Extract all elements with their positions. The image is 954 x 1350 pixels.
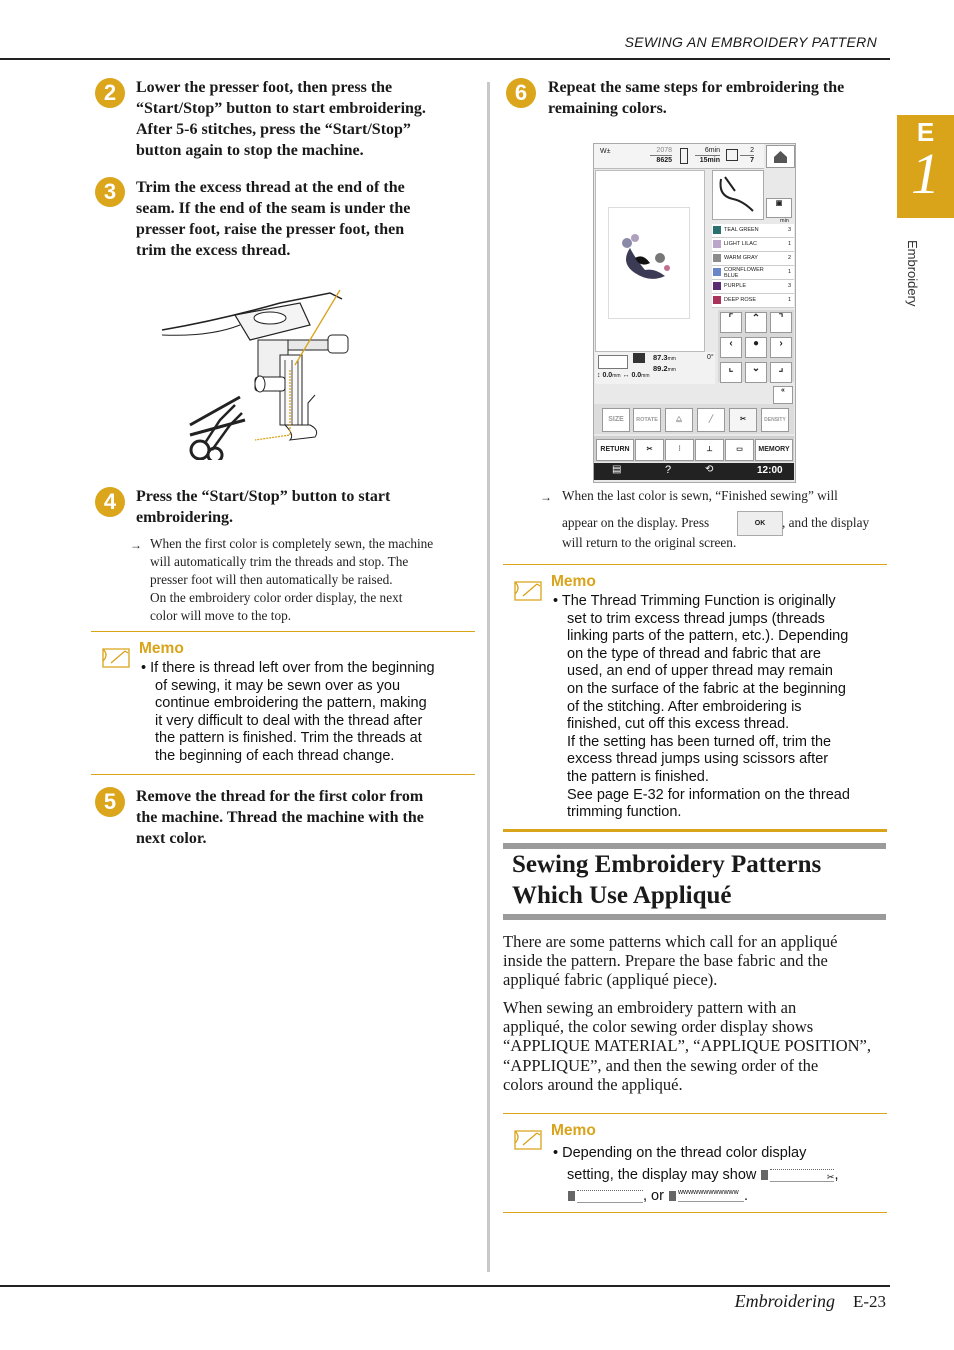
density-button[interactable]: DENSITY — [761, 408, 789, 432]
move-up-left-button[interactable]: ⌜ — [720, 312, 742, 333]
column-divider — [487, 82, 490, 1272]
step-3-text: Trim the excess thread at the end of the seam. If the end of the seam is under the presser foot, raise the presser foot, then trim the excess thread. — [136, 179, 411, 259]
presser-foot-illustration — [160, 285, 365, 460]
step-3-badge: 3 — [95, 177, 125, 207]
center-button[interactable]: ● — [745, 337, 767, 358]
page-footer — [735, 1291, 886, 1312]
footer-section-label: Embroidering — [734, 1291, 835, 1311]
color-list-item[interactable]: WARM GRAY 2 — [712, 252, 794, 266]
thread-display-sample-1 — [760, 1169, 834, 1181]
section-bar-bottom — [503, 914, 886, 920]
memo-title-1: Memo — [139, 640, 184, 657]
settings-icon[interactable]: ▤ — [612, 464, 622, 475]
memo-title-3: Memo — [551, 1122, 596, 1139]
memo-box-3 — [503, 1113, 887, 1213]
step-6-result-b: appear on the display. Press — [562, 515, 710, 530]
memo-title-2: Memo — [551, 573, 596, 590]
step-6-badge: 6 — [506, 78, 536, 108]
page-number: E-23 — [852, 1292, 886, 1311]
time-remaining: 6min 15min — [695, 146, 720, 165]
position-offsets: ↕ 0.0mm ↔ 0.0mm — [597, 372, 650, 379]
mirror-button[interactable]: ⧋ — [665, 408, 693, 432]
color-list-item[interactable]: TEAL GREEN 3 — [712, 224, 794, 238]
section-title: Sewing Embroidery Patterns Which Use Appliqué — [512, 851, 822, 909]
spool-icon — [726, 149, 738, 161]
move-up-right-button[interactable]: ⌝ — [770, 312, 792, 333]
memo-icon — [513, 1127, 545, 1151]
home-icon — [767, 146, 794, 167]
chapter-number: 1 — [911, 141, 940, 206]
scissors-icon: ✂ — [826, 1171, 835, 1182]
color-count: 2 7 — [740, 146, 754, 165]
color-list-item[interactable]: CORNFLOWER BLUE 1 — [712, 266, 794, 280]
step-6-result-d: will return to the original screen. — [562, 535, 737, 550]
running-header: SEWING AN EMBROIDERY PATTERN — [624, 34, 877, 50]
step-4-badge: 4 — [95, 487, 125, 517]
stitch-count: 2078 8625 — [650, 146, 672, 165]
memo-box-1 — [91, 631, 475, 775]
memo-text-1: • If there is thread left over from the beginning of sewing, it may be sewn over as you continue embroidering the pattern, making it very difficult to deal with the thread after the pattern is finished. Trim the threads at the beginning of each thread change. — [141, 660, 435, 764]
memory-button[interactable]: MEMORY — [755, 439, 793, 461]
hoop-icon — [598, 355, 628, 369]
stitch-button[interactable]: ╱ — [697, 408, 725, 432]
chapter-letter: E — [916, 117, 935, 147]
hourglass-icon — [680, 148, 688, 164]
color-list-item[interactable]: PURPLE 3 — [712, 280, 794, 294]
move-down-button[interactable]: ⌄ — [745, 362, 767, 383]
presser-button[interactable]: ⊥ — [695, 439, 724, 461]
step-4-text: Press the “Start/Stop” button to start embroidering. — [136, 488, 391, 526]
memo-icon — [513, 578, 545, 602]
thread-display-sample-2 — [567, 1190, 643, 1202]
memo-text-3: • Depending on the thread color display setting, the display may show ✂ , , or wwwwwwwwwwww . — [553, 1145, 839, 1204]
footer-rule — [0, 1285, 890, 1287]
memo-text-2: • The Thread Trimming Function is originally set to trim excess thread jumps (threads linking parts of the pattern, etc.). Depending on the type of thread and fabric that are used, an end of upper thread may remain on the surface of the fabric at the beginning of the stitching. After embroidering is finished, cut off this excess thread. If the setting has been turned off, trim the excess thread jumps using scissors after the pattern is finished. See page E-32 for information on the thread trimming function. — [553, 593, 850, 821]
view-button[interactable]: ▣ — [766, 198, 792, 218]
color-list-item[interactable]: LIGHT LILAC 1 — [712, 238, 794, 252]
step-5-badge: 5 — [95, 787, 125, 817]
pattern-dimensions: 87.3mm 89.2mm — [653, 353, 676, 373]
memo-rule — [503, 829, 887, 831]
wifi-icon[interactable]: ⟲ — [705, 464, 714, 475]
color-list-item[interactable]: DEEP ROSE 1 — [712, 294, 794, 308]
move-down-right-button[interactable]: ⌟ — [770, 362, 792, 383]
body-paragraph-2: When sewing an embroidery pattern with an appliqué, the color sewing order display shows “APPLIQUE MATERIAL”, “APPLIQUE POSITION”, “APPLIQUE”, and then the sewing order of the colors around the appliqué. — [503, 998, 872, 1094]
clock: 12:00 — [757, 465, 783, 476]
size-icon — [633, 353, 645, 363]
min-label: min — [780, 218, 789, 224]
move-left-button[interactable]: ‹ — [720, 337, 742, 358]
step-2-text: Lower the presser foot, then press the “Start/Stop” button to start embroidering. After 5-6 stitches, press the “Start/Stop” button again to stop the machine. — [136, 79, 426, 159]
header-rule — [0, 58, 890, 60]
step-6-result-c: , and the display — [782, 515, 870, 530]
result-arrow: → — [130, 538, 142, 552]
memo-icon — [101, 645, 133, 669]
expand-button[interactable]: « — [773, 386, 793, 404]
needle-button[interactable]: ⫶ — [665, 439, 694, 461]
move-right-button[interactable]: › — [770, 337, 792, 358]
size-button[interactable]: SIZE — [602, 408, 630, 432]
screen-status-bar — [594, 144, 764, 169]
help-button[interactable]: ? — [665, 464, 672, 476]
move-down-left-button[interactable]: ⌞ — [720, 362, 742, 383]
thread-shape-icon — [713, 171, 763, 219]
result-arrow: → — [540, 490, 552, 504]
home-button[interactable] — [766, 145, 795, 168]
pattern-icon: W± — [600, 148, 611, 155]
memo-box-2 — [503, 564, 887, 832]
body-paragraph-1: There are some patterns which call for an appliqué inside the pattern. Prepare the base fabric and the appliqué fabric (appliqué piece). — [503, 932, 838, 990]
return-button[interactable]: RETURN — [596, 439, 634, 461]
current-color-thumbnail — [712, 170, 764, 220]
move-up-button[interactable]: ⌃ — [745, 312, 767, 333]
chapter-tab — [897, 115, 954, 218]
side-label: Embroidery — [905, 240, 920, 307]
basting-button[interactable]: ▭ — [725, 439, 754, 461]
thread-display-sample-3: wwwwwwwwwwww — [668, 1190, 744, 1202]
thread-cut-button[interactable]: ✂ — [729, 408, 757, 432]
step-4-result: When the first color is completely sewn, the machine will automatically trim the threads and stop. The presser foot will then automatically be raised. On the embroidery color order display, the next color will move to the top. — [150, 536, 434, 623]
step-6-text: Repeat the same steps for embroidering the remaining colors. — [548, 79, 845, 117]
step-5-text: Remove the thread for the first color from the machine. Thread the machine with the next color. — [136, 788, 424, 847]
trim-setting-button[interactable]: ✂ — [635, 439, 664, 461]
rotation-angle: 0° — [707, 354, 714, 361]
rotate-button[interactable]: ROTATE — [633, 408, 661, 432]
step-6-result-a: When the last color is sewn, “Finished sewing” will — [562, 488, 838, 503]
ok-button[interactable]: OK — [737, 511, 783, 536]
step-2-badge: 2 — [95, 78, 125, 108]
embroidery-design — [615, 228, 675, 293]
